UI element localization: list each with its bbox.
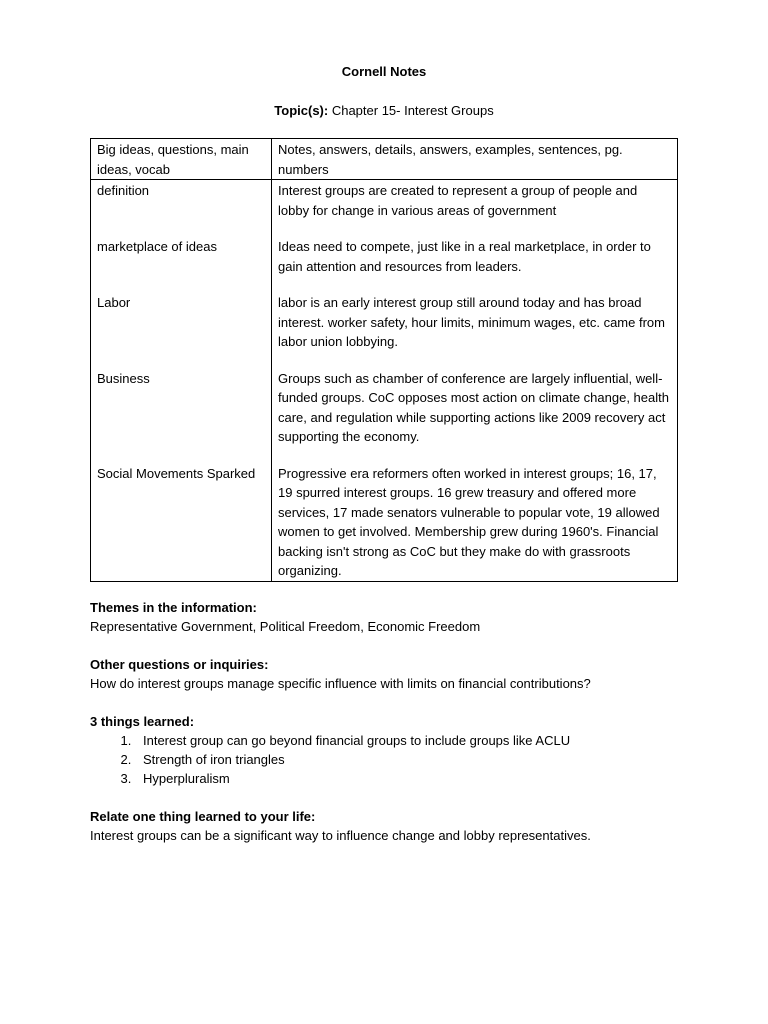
questions-section	[90, 655, 690, 693]
row-note: Interest groups are created to represent a group of people and lobby for change in various areas of government	[272, 180, 678, 238]
row-note: Progressive era reformers often worked in interest groups; 16, 17, 19 spurred interest groups. 16 grew treasury and offered more services, 17 made senators vulnerable to popular vote, 19 allowed women to get involved. Membership grew during 1960's. Financial backing isn't strong as CoC but they make do with grassroots organizing.	[272, 464, 678, 582]
cornell-notes-table	[90, 138, 678, 582]
table-row	[91, 293, 678, 369]
learned-section	[90, 712, 690, 788]
row-term: Social Movements Sparked	[91, 464, 272, 582]
topic-line	[0, 103, 768, 118]
relate-section	[90, 807, 690, 845]
topic-value: Chapter 15- Interest Groups	[328, 103, 494, 118]
list-item: 3. Hyperpluralism	[135, 769, 690, 788]
list-item: 2. Strength of iron triangles	[135, 750, 690, 769]
row-note: Groups such as chamber of conference are largely influential, well-funded groups. CoC opposes most action on climate change, health care, and regulation while supporting actions like 2009 recovery act supporting the economy.	[272, 369, 678, 464]
relate-heading: Relate one thing learned to your life:	[90, 809, 316, 824]
row-term: Business	[91, 369, 272, 464]
header-left-cell: Big ideas, questions, main ideas, vocab	[91, 139, 272, 180]
learned-list	[90, 731, 690, 788]
themes-text: Representative Government, Political Freedom, Economic Freedom	[90, 619, 481, 634]
table-row	[91, 237, 678, 293]
table-row	[91, 369, 678, 464]
table-row	[91, 464, 678, 582]
table-header-row	[91, 139, 678, 180]
themes-section	[90, 598, 690, 636]
themes-heading: Themes in the information:	[90, 600, 257, 615]
header-right-cell: Notes, answers, details, answers, examples, sentences, pg. numbers	[272, 139, 678, 180]
row-note: Ideas need to compete, just like in a real marketplace, in order to gain attention and resources from leaders.	[272, 237, 678, 293]
page-title: Cornell Notes	[341, 64, 427, 79]
list-item: 1. Interest group can go beyond financial groups to include groups like ACLU	[135, 731, 690, 750]
row-term: Labor	[91, 293, 272, 369]
row-note: labor is an early interest group still around today and has broad interest. worker safety, hour limits, minimum wages, etc. came from labor union lobbying.	[272, 293, 678, 369]
questions-text: How do interest groups manage specific influence with limits on financial contributions?	[90, 676, 591, 691]
questions-heading: Other questions or inquiries:	[90, 657, 269, 672]
table-row	[91, 180, 678, 238]
row-term: definition	[91, 180, 272, 238]
learned-heading: 3 things learned:	[90, 714, 195, 729]
topic-label: Topic(s):	[274, 103, 329, 118]
row-term: marketplace of ideas	[91, 237, 272, 293]
relate-text: Interest groups can be a significant way to influence change and lobby representatives.	[90, 828, 591, 843]
